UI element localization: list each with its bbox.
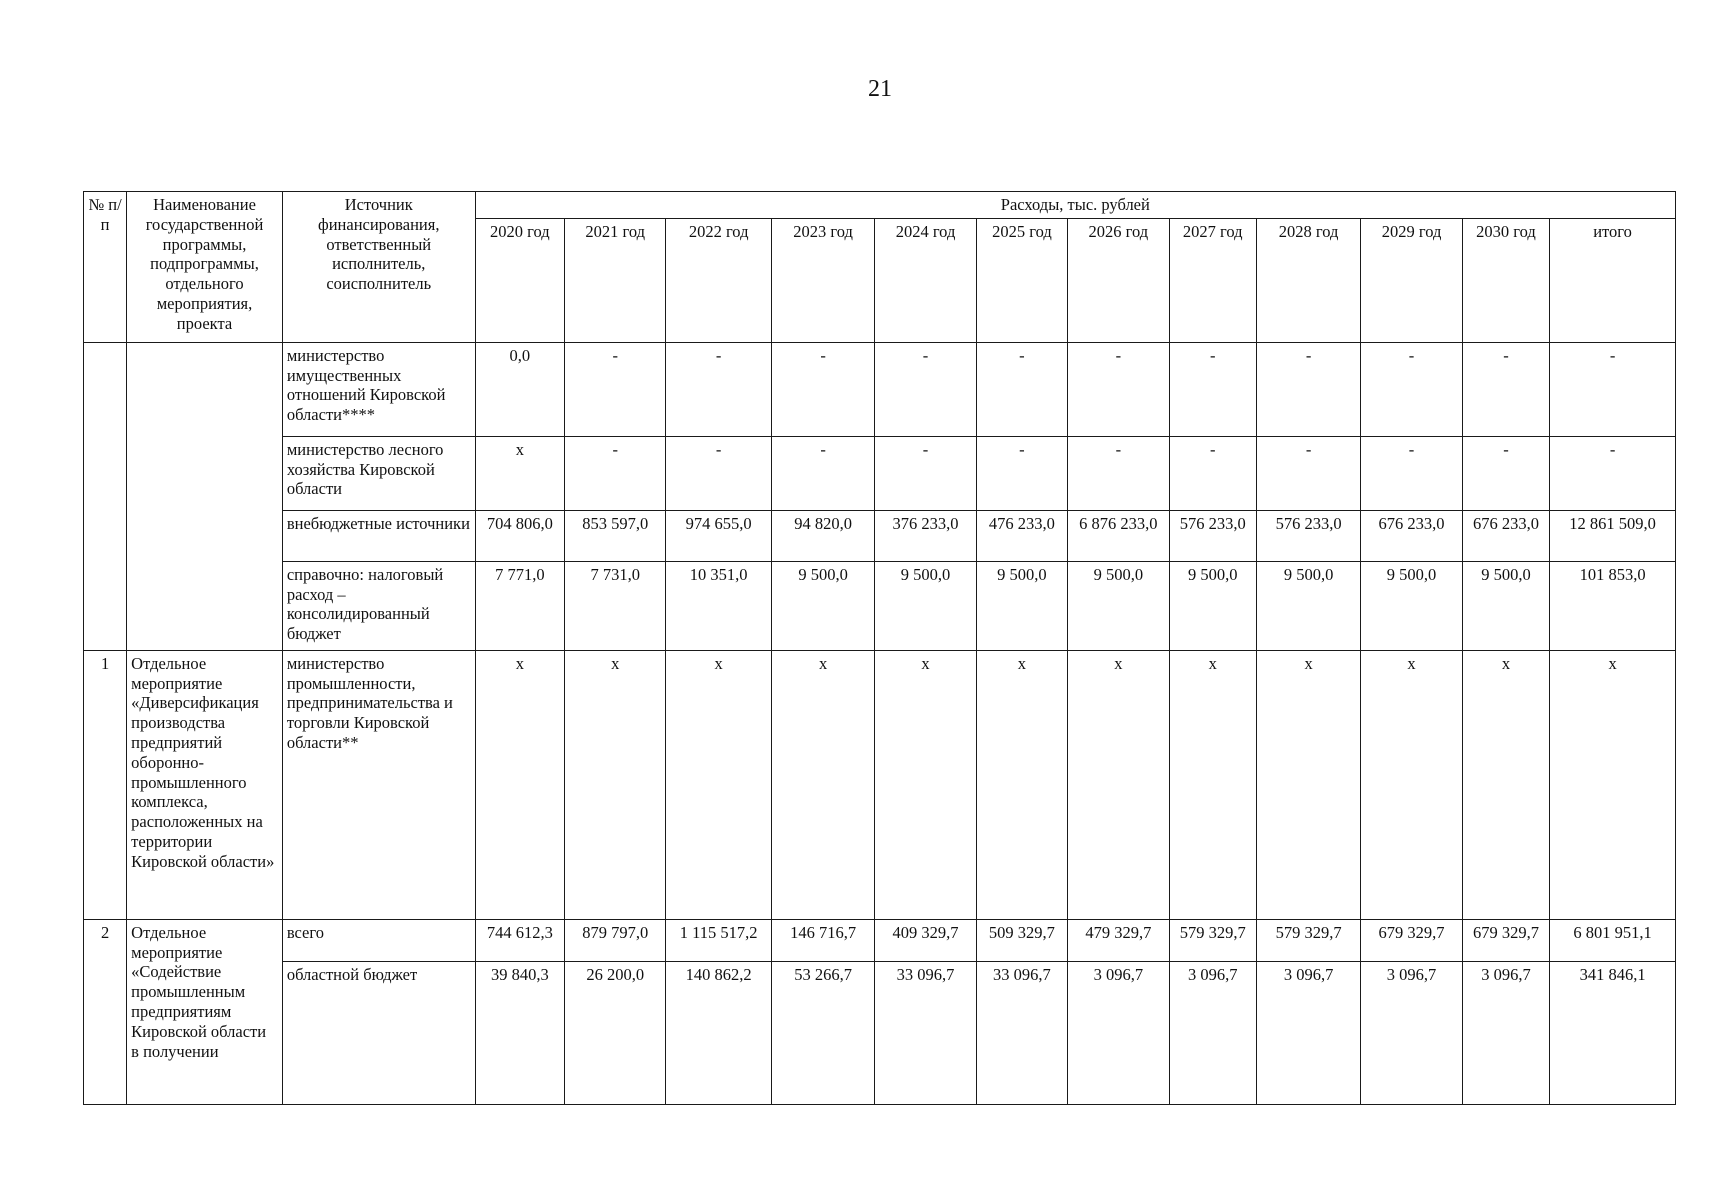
value-cell: х (666, 650, 771, 919)
value-cell: 39 840,3 (475, 961, 564, 1104)
value-cell: 1 115 517,2 (666, 919, 771, 961)
value-cell: - (666, 436, 771, 510)
value-cell: 579 329,7 (1256, 919, 1360, 961)
value-cell: х (475, 436, 564, 510)
header-year-2027: 2027 год (1169, 218, 1256, 342)
header-year-2021: 2021 год (565, 218, 666, 342)
value-cell: х (1462, 650, 1549, 919)
header-year-2026: 2026 год (1068, 218, 1169, 342)
value-cell: 9 500,0 (771, 561, 874, 650)
source-cell: всего (282, 919, 475, 961)
value-cell: 9 500,0 (1068, 561, 1169, 650)
source-cell: министерство имущественных отношений Кировской области**** (282, 342, 475, 436)
index-cell: 1 (84, 650, 127, 919)
value-cell: 679 329,7 (1361, 919, 1462, 961)
value-cell: 94 820,0 (771, 510, 874, 561)
table-row (84, 436, 1676, 510)
value-cell: 9 500,0 (1361, 561, 1462, 650)
budget-table (83, 191, 1676, 1105)
index-cell: 2 (84, 919, 127, 1104)
total-cell: 341 846,1 (1550, 961, 1676, 1104)
total-cell: - (1550, 342, 1676, 436)
value-cell: - (666, 342, 771, 436)
value-cell: - (1256, 342, 1360, 436)
value-cell: 704 806,0 (475, 510, 564, 561)
value-cell: х (1256, 650, 1360, 919)
value-cell: 9 500,0 (976, 561, 1067, 650)
value-cell: 9 500,0 (1462, 561, 1549, 650)
index-cell-empty (84, 342, 127, 650)
header-total: итого (1550, 218, 1676, 342)
value-cell: 679 329,7 (1462, 919, 1549, 961)
value-cell: х (1169, 650, 1256, 919)
source-cell: внебюджетные источники (282, 510, 475, 561)
value-cell: - (565, 342, 666, 436)
source-cell: областной бюджет (282, 961, 475, 1104)
value-cell: х (1068, 650, 1169, 919)
header-source: Источник финансирования, ответственный исполнитель, соисполнитель (282, 192, 475, 343)
header-year-2029: 2029 год (1361, 218, 1462, 342)
value-cell: 10 351,0 (666, 561, 771, 650)
value-cell: 879 797,0 (565, 919, 666, 961)
header-num: № п/п (84, 192, 127, 343)
value-cell: 476 233,0 (976, 510, 1067, 561)
value-cell: 376 233,0 (875, 510, 976, 561)
value-cell: 33 096,7 (976, 961, 1067, 1104)
source-cell: министерство лесного хозяйства Кировской области (282, 436, 475, 510)
value-cell: - (1256, 436, 1360, 510)
value-cell: - (565, 436, 666, 510)
value-cell: - (1361, 436, 1462, 510)
table-row (84, 561, 1676, 650)
value-cell: 9 500,0 (875, 561, 976, 650)
header-year-2025: 2025 год (976, 218, 1067, 342)
table-row (84, 342, 1676, 436)
value-cell: 7 731,0 (565, 561, 666, 650)
value-cell: 7 771,0 (475, 561, 564, 650)
table-row (84, 510, 1676, 561)
total-cell: х (1550, 650, 1676, 919)
source-cell: министерство промышленности, предпринимательства и торговли Кировской области** (282, 650, 475, 919)
value-cell: 579 329,7 (1169, 919, 1256, 961)
table-row (84, 961, 1676, 1104)
header-year-2024: 2024 год (875, 218, 976, 342)
total-cell: 12 861 509,0 (1550, 510, 1676, 561)
value-cell: 676 233,0 (1462, 510, 1549, 561)
value-cell: 974 655,0 (666, 510, 771, 561)
value-cell: 33 096,7 (875, 961, 976, 1104)
value-cell: 479 329,7 (1068, 919, 1169, 961)
value-cell: х (475, 650, 564, 919)
value-cell: х (1361, 650, 1462, 919)
value-cell: 853 597,0 (565, 510, 666, 561)
value-cell: 3 096,7 (1462, 961, 1549, 1104)
header-year-2020: 2020 год (475, 218, 564, 342)
value-cell: - (1462, 436, 1549, 510)
value-cell: - (1462, 342, 1549, 436)
page-number: 21 (868, 76, 892, 102)
value-cell: - (1361, 342, 1462, 436)
value-cell: 3 096,7 (1169, 961, 1256, 1104)
value-cell: х (771, 650, 874, 919)
value-cell: 26 200,0 (565, 961, 666, 1104)
value-cell: 576 233,0 (1169, 510, 1256, 561)
value-cell: 6 876 233,0 (1068, 510, 1169, 561)
value-cell: х (976, 650, 1067, 919)
value-cell: - (1169, 342, 1256, 436)
total-cell: 101 853,0 (1550, 561, 1676, 650)
header-name: Наименование государственной программы, подпрограммы, отдельного мероприятия, проекта (127, 192, 283, 343)
value-cell: - (1068, 436, 1169, 510)
value-cell: х (875, 650, 976, 919)
value-cell: 676 233,0 (1361, 510, 1462, 561)
value-cell: 9 500,0 (1169, 561, 1256, 650)
value-cell: - (771, 436, 874, 510)
value-cell: - (1169, 436, 1256, 510)
value-cell: 3 096,7 (1256, 961, 1360, 1104)
name-cell: Отдельное мероприятие «Диверсификация производства предприятий оборонно-промышленного комплекса, расположенных на территории Кировской области» (127, 650, 283, 919)
value-cell: 146 716,7 (771, 919, 874, 961)
value-cell: - (771, 342, 874, 436)
header-year-2028: 2028 год (1256, 218, 1360, 342)
value-cell: - (875, 342, 976, 436)
value-cell: 3 096,7 (1068, 961, 1169, 1104)
header-year-2023: 2023 год (771, 218, 874, 342)
table-row (84, 919, 1676, 961)
value-cell: - (875, 436, 976, 510)
header-year-2030: 2030 год (1462, 218, 1549, 342)
value-cell: 0,0 (475, 342, 564, 436)
source-cell: справочно: налоговый расход – консолидированный бюджет (282, 561, 475, 650)
name-cell-empty (127, 342, 283, 650)
table-row (84, 650, 1676, 919)
value-cell: 140 862,2 (666, 961, 771, 1104)
name-cell: Отдельное мероприятие «Содействие промышленным предприятиям Кировской области в получении (127, 919, 283, 1104)
value-cell: - (976, 436, 1067, 510)
header-expenses: Расходы, тыс. рублей (475, 192, 1675, 219)
value-cell: - (1068, 342, 1169, 436)
value-cell: 744 612,3 (475, 919, 564, 961)
total-cell: 6 801 951,1 (1550, 919, 1676, 961)
value-cell: х (565, 650, 666, 919)
value-cell: 3 096,7 (1361, 961, 1462, 1104)
value-cell: 53 266,7 (771, 961, 874, 1104)
value-cell: - (976, 342, 1067, 436)
total-cell: - (1550, 436, 1676, 510)
value-cell: 9 500,0 (1256, 561, 1360, 650)
value-cell: 576 233,0 (1256, 510, 1360, 561)
value-cell: 509 329,7 (976, 919, 1067, 961)
value-cell: 409 329,7 (875, 919, 976, 961)
header-year-2022: 2022 год (666, 218, 771, 342)
